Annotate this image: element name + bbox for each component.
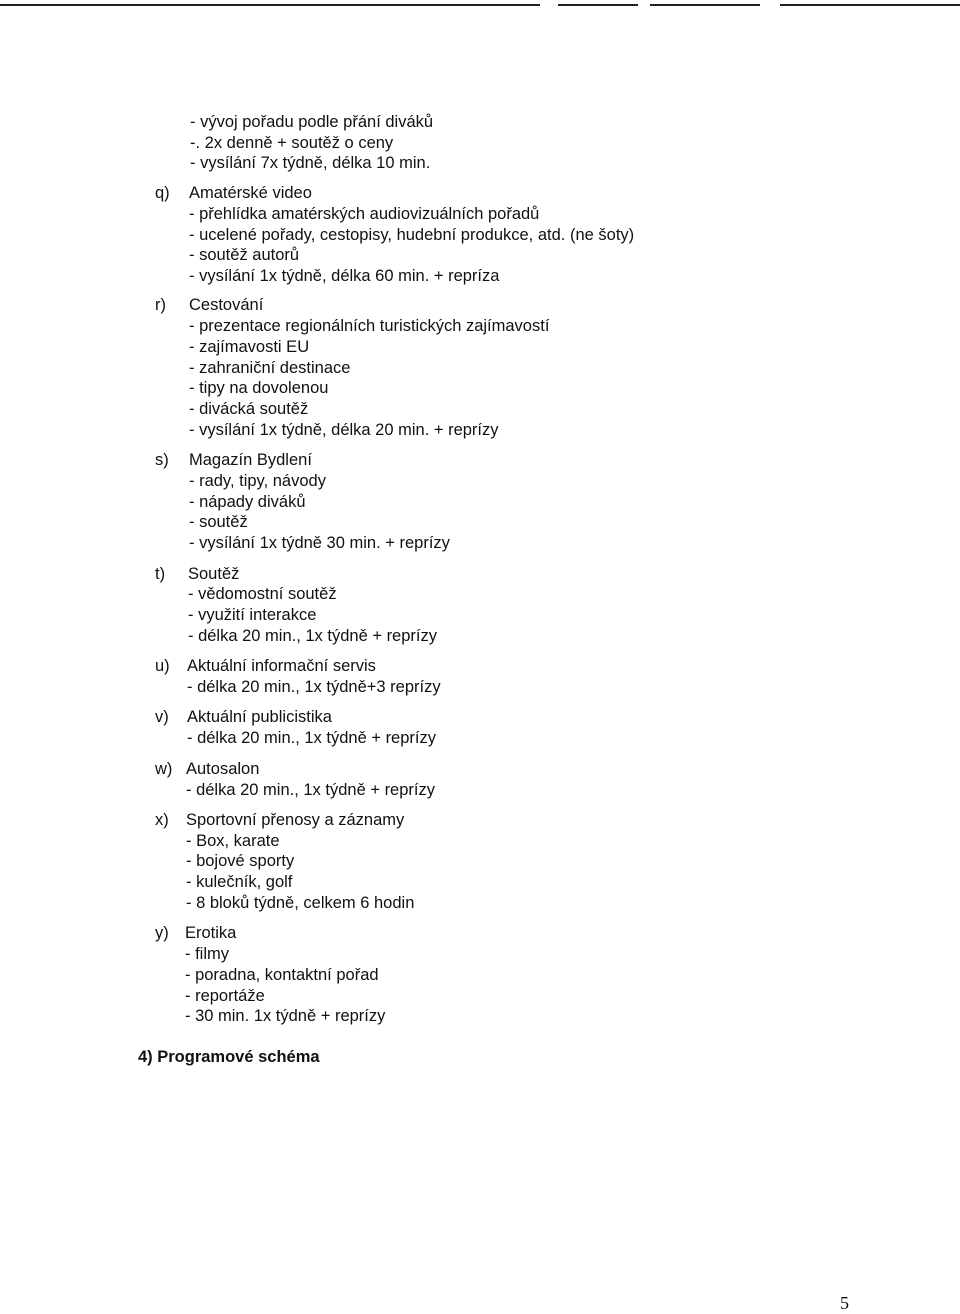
top-rule-2 bbox=[558, 4, 638, 6]
section-title: Soutěž bbox=[188, 565, 240, 583]
section-line: - ucelené pořady, cestopisy, hudební produkce, atd. (ne šoty) bbox=[189, 226, 635, 244]
section-marker: r) bbox=[155, 296, 166, 314]
section-line: - využití interakce bbox=[188, 606, 317, 624]
section-marker: t) bbox=[155, 565, 166, 583]
section-line: - vysílání 1x týdně, délka 60 min. + repríza bbox=[189, 267, 500, 285]
section-line: - vědomostní soutěž bbox=[188, 585, 337, 603]
section-title: Aktuální informační servis bbox=[187, 657, 376, 675]
top-rule-3 bbox=[650, 4, 760, 6]
section-line: - přehlídka amatérských audiovizuálních pořadů bbox=[189, 205, 540, 223]
intro-line: - vývoj pořadu podle přání diváků bbox=[190, 113, 434, 131]
section-marker: w) bbox=[155, 760, 173, 778]
section-title: Autosalon bbox=[186, 760, 260, 778]
section-line: - kulečník, golf bbox=[186, 873, 293, 891]
section-line: - vysílání 1x týdně, délka 20 min. + reprízy bbox=[189, 421, 499, 439]
section-line: - filmy bbox=[185, 945, 229, 963]
section-marker: v) bbox=[155, 708, 169, 726]
section-title: Erotika bbox=[185, 924, 237, 942]
section-title: Amatérské video bbox=[189, 184, 312, 202]
section-line: - divácká soutěž bbox=[189, 400, 309, 418]
section-marker: u) bbox=[155, 657, 170, 675]
section-line: - vysílání 1x týdně 30 min. + reprízy bbox=[189, 534, 450, 552]
section-line: - délka 20 min., 1x týdně + reprízy bbox=[186, 781, 435, 799]
section-line: - Box, karate bbox=[186, 832, 280, 850]
section-line: - délka 20 min., 1x týdně + reprízy bbox=[187, 729, 436, 747]
section-line: - délka 20 min., 1x týdně + reprízy bbox=[188, 627, 437, 645]
section-line: - 30 min. 1x týdně + reprízy bbox=[185, 1007, 386, 1025]
section-line: - zahraniční destinace bbox=[189, 359, 351, 377]
section-line: - rady, tipy, návody bbox=[189, 472, 326, 490]
top-rule-4 bbox=[780, 4, 960, 6]
section-line: - délka 20 min., 1x týdně+3 reprízy bbox=[187, 678, 441, 696]
section-line: - 8 bloků týdně, celkem 6 hodin bbox=[186, 894, 415, 912]
intro-line: - vysílání 7x týdně, délka 10 min. bbox=[190, 154, 431, 172]
intro-line: -. 2x denně + soutěž o ceny bbox=[190, 134, 394, 152]
section-marker: q) bbox=[155, 184, 170, 202]
section-line: - tipy na dovolenou bbox=[189, 379, 329, 397]
section-marker: y) bbox=[155, 924, 169, 942]
section-title: Sportovní přenosy a záznamy bbox=[186, 811, 405, 829]
section-line: - reportáže bbox=[185, 987, 265, 1005]
top-rule-1 bbox=[0, 4, 540, 6]
section-line: - nápady diváků bbox=[189, 493, 306, 511]
section-marker: x) bbox=[155, 811, 169, 829]
section-line: - soutěž bbox=[189, 513, 248, 531]
page-number: 5 bbox=[840, 1293, 849, 1313]
section-line: - prezentace regionálních turistických zajímavostí bbox=[189, 317, 550, 335]
section-title: Magazín Bydlení bbox=[189, 451, 312, 469]
section-line: - zajímavosti EU bbox=[189, 338, 310, 356]
section-heading: 4) Programové schéma bbox=[138, 1048, 320, 1066]
section-title: Aktuální publicistika bbox=[187, 708, 332, 726]
section-line: - bojové sporty bbox=[186, 852, 295, 870]
section-line: - soutěž autorů bbox=[189, 246, 300, 264]
section-line: - poradna, kontaktní pořad bbox=[185, 966, 379, 984]
section-title: Cestování bbox=[189, 296, 264, 314]
section-marker: s) bbox=[155, 451, 169, 469]
